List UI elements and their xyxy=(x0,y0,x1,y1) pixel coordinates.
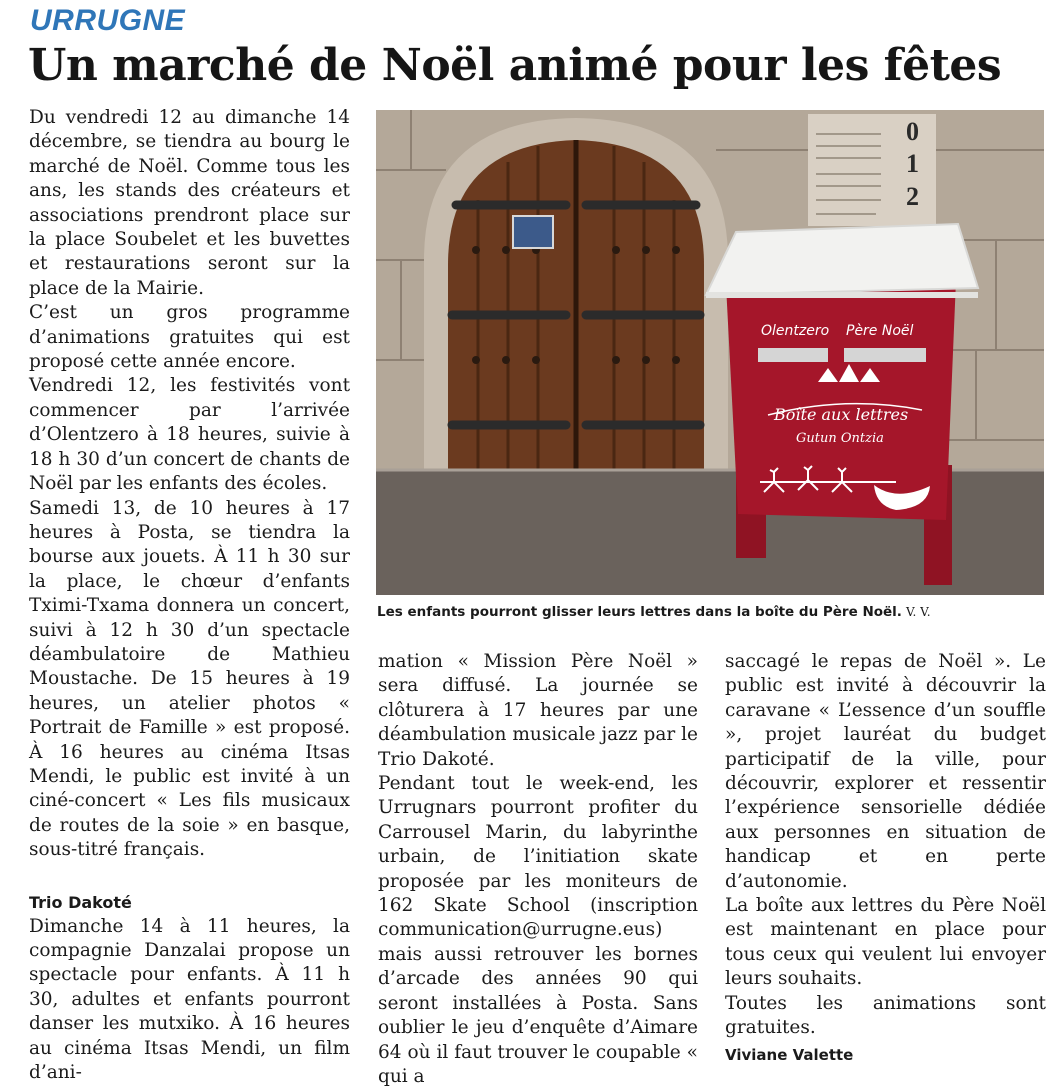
photo-illustration xyxy=(376,110,1044,595)
paragraph: Dimanche 14 à 11 heures, la compagnie Danzalai propose un spectacle pour enfants. À 11 h 30, adultes et enfants pourront danser les mutxiko. À 16 heures au cinéma Itsas Mendi, un film d’ani- xyxy=(29,915,350,1084)
column-3 xyxy=(725,650,1046,1067)
subheading: Trio Dakoté xyxy=(29,892,132,912)
column-1 xyxy=(29,106,350,1085)
box-label-left: Olentzero xyxy=(761,323,830,339)
box-label-right: Père Noël xyxy=(846,323,914,339)
paragraph: Du vendredi 12 au dimanche 14 décembre, se tiendra au bourg le marché de Noël. Comme tous les ans, les stands des créateurs et associations prendront place sur la place Soubelet et les buvettes et restaurations seront sur la place de la Mairie. xyxy=(29,107,350,299)
paragraph: Toutes les animations sont gratuites. xyxy=(725,992,1046,1039)
paragraph: saccagé le repas de Noël ». Le public est invité à découvrir la caravane « L’essence d’un souffle », projet lauréat du budget participatif de la ville, pour découvrir, explorer et ressentir l’expérience sensorielle dédiée aux personnes en situation de handicap et en perte d’autonomie. xyxy=(725,651,1046,892)
sign-digit: 0 xyxy=(906,117,919,146)
sign-digit: 1 xyxy=(906,149,919,178)
paragraph: mation « Mission Père Noël » sera diffusé. La journée se clôturera à 17 heures par une déambulation musicale jazz par le Trio Dakoté. xyxy=(378,651,698,770)
paragraph: Samedi 13, de 10 heures à 17 heures à Posta, se tiendra la bourse aux jouets. À 11 h 30 sur la place, le chœur d’enfants Tximi-Txama donnera un concert, suivi à 12 h 30 d’un spectacle déambulatoire de Mathieu Moustache. De 15 heures à 19 heures, un atelier photos « Portrait de Famille » est proposé. À 16 heures au cinéma Itsas Mendi, le public est invité à un ciné-concert « Les fils musicaux de routes de la soie » en basque, sous-titré français. xyxy=(29,497,350,861)
caption-text: Les enfants pourront glisser leurs lettres dans la boîte du Père Noël. xyxy=(377,604,902,620)
photo-caption xyxy=(377,604,1045,620)
paragraph: C’est un gros programme d’animations gratuites qui est proposé cette année encore. xyxy=(29,302,350,373)
byline: Viviane Valette xyxy=(725,1045,854,1064)
photo-christmas-letterbox xyxy=(376,110,1044,595)
paragraph: La boîte aux lettres du Père Noël est maintenant en place pour tous ceux qui veulent lui envoyer leurs souhaits. xyxy=(725,895,1046,990)
box-subtitle: Gutun Ontzia xyxy=(796,431,884,446)
paragraph: Vendredi 12, les festivités vont commencer par l’arrivée d’Olentzero à 18 heures, suivie à 18 h 30 d’un concert de chants de Noël par les enfants des écoles. xyxy=(29,375,350,495)
paragraph: Pendant tout le week-end, les Urrugnars pourront profiter du Carrousel Marin, du labyrinthe urbain, de l’initiation skate proposée par les moniteurs de 162 Skate School (inscription communication@urrugne.eus) mais aussi retrouver les bornes d’arcade des années 90 qui seront installées à Posta. Sans oublier le jeu d’enquête d’Aimare 64 où il faut trouver le coupable « qui a xyxy=(378,773,698,1087)
headline: Un marché de Noël animé pour les fêtes xyxy=(28,40,1002,91)
sign-digit: 2 xyxy=(906,182,919,211)
photo-credit: V. V. xyxy=(905,605,931,619)
column-2 xyxy=(378,650,698,1089)
section-kicker: URRUGNE xyxy=(30,4,186,37)
box-title: Boîte aux lettres xyxy=(774,405,909,424)
